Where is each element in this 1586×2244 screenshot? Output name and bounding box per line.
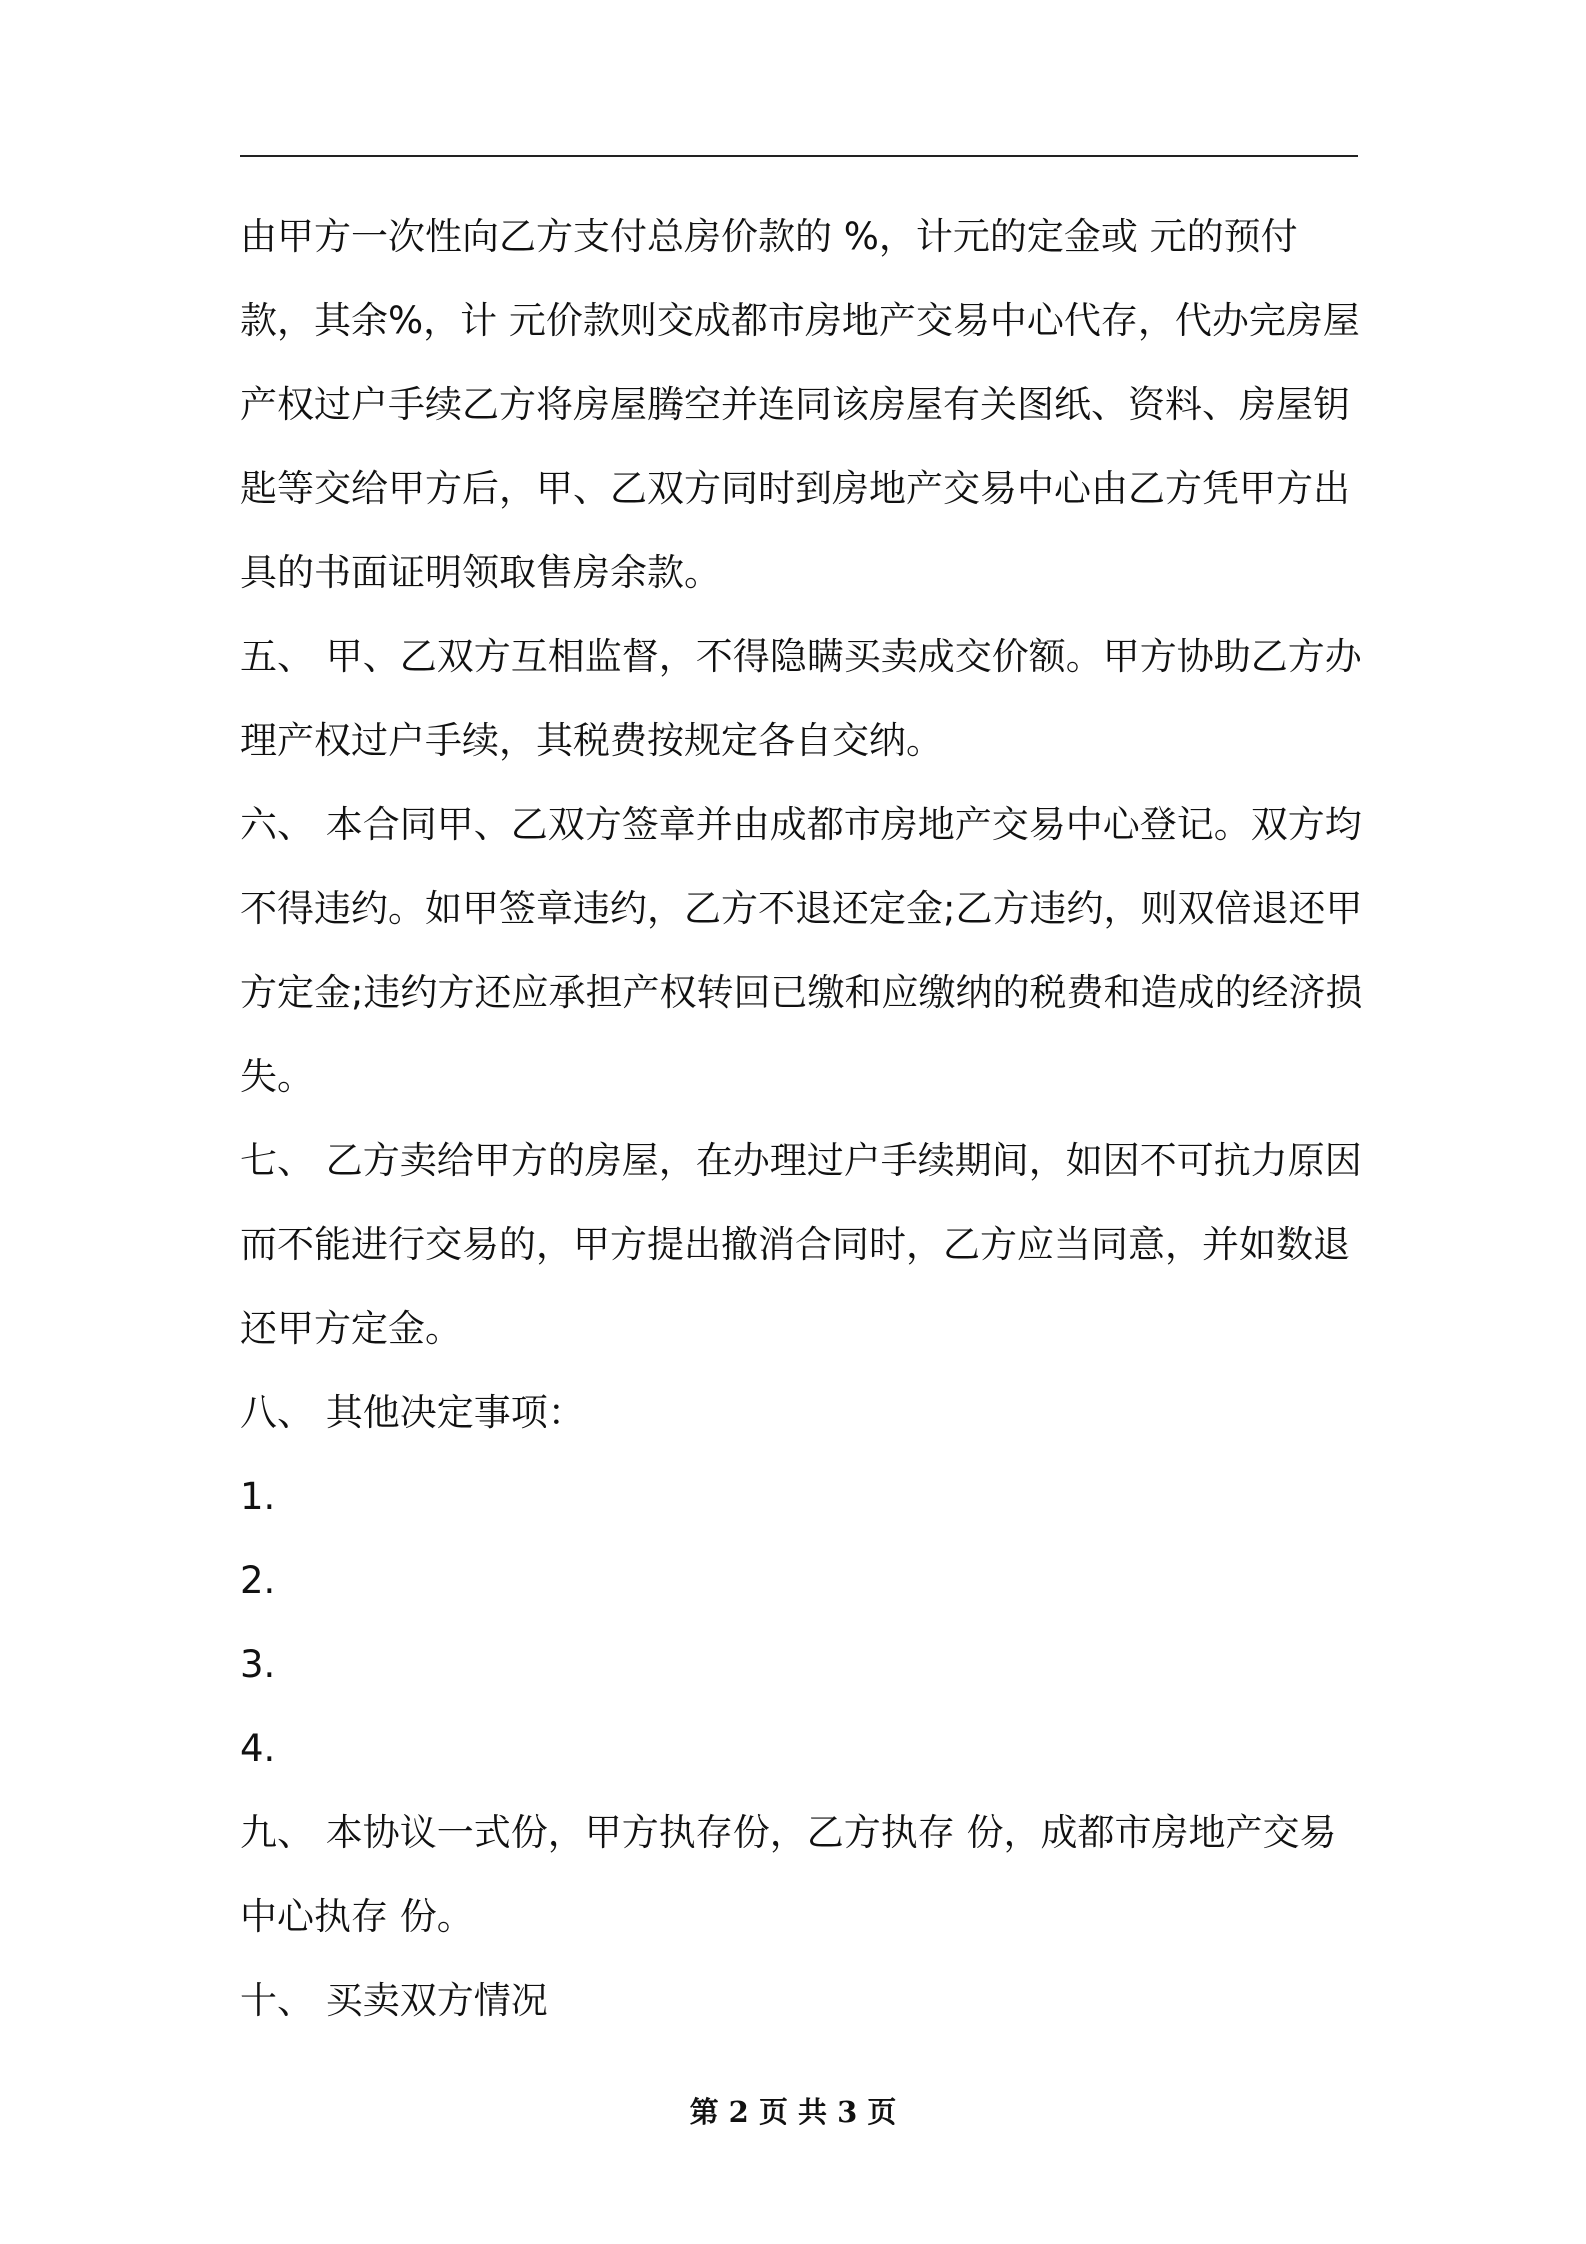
list-item-3: 3.: [240, 1643, 276, 1686]
contract-body: [240, 195, 1370, 2043]
list-item-2: 2.: [240, 1559, 276, 1602]
paragraph-clause-7: 七、 乙方卖给甲方的房屋，在办理过户手续期间，如因不可抗力原因而不能进行交易的，甲方提出撤消合同时，乙方应当同意，并如数退还甲方定金。: [240, 1139, 1362, 1350]
paragraph-clause-8: 八、 其他决定事项：: [240, 1391, 585, 1434]
paragraph-payment-terms: 由甲方一次性向乙方支付总房价款的 %，计元的定金或 元的预付款，其余%，计 元价款则交成都市房地产交易中心代存，代办完房屋产权过户手续乙方将房屋腾空并连同该房屋有关图纸、资料、房屋钥匙等交给甲方后，甲、乙双方同时到房地产交易中心由乙方凭甲方出具的书面证明领取售房余款。: [240, 215, 1360, 594]
header-divider: [240, 155, 1358, 157]
list-item-4: 4.: [240, 1727, 276, 1770]
paragraph-clause-10: 十、 买卖双方情况: [240, 1979, 548, 2022]
paragraph-clause-5: 五、 甲、乙双方互相监督，不得隐瞒买卖成交价额。甲方协助乙方办理产权过户手续，其税费按规定各自交纳。: [240, 635, 1362, 762]
paragraph-clause-9: 九、 本协议一式份，甲方执存份，乙方执存 份，成都市房地产交易中心执存 份。: [240, 1811, 1337, 1938]
page-number-footer: 第 2 页 共 3 页: [689, 2095, 897, 2129]
paragraph-clause-6: 六、 本合同甲、乙双方签章并由成都市房地产交易中心登记。双方均不得违约。如甲签章违约，乙方不退还定金;乙方违约，则双倍退还甲方定金;违约方还应承担产权转回已缴和应缴纳的税费和造成的经济损失。: [240, 803, 1363, 1098]
list-item-1: 1.: [240, 1475, 276, 1518]
